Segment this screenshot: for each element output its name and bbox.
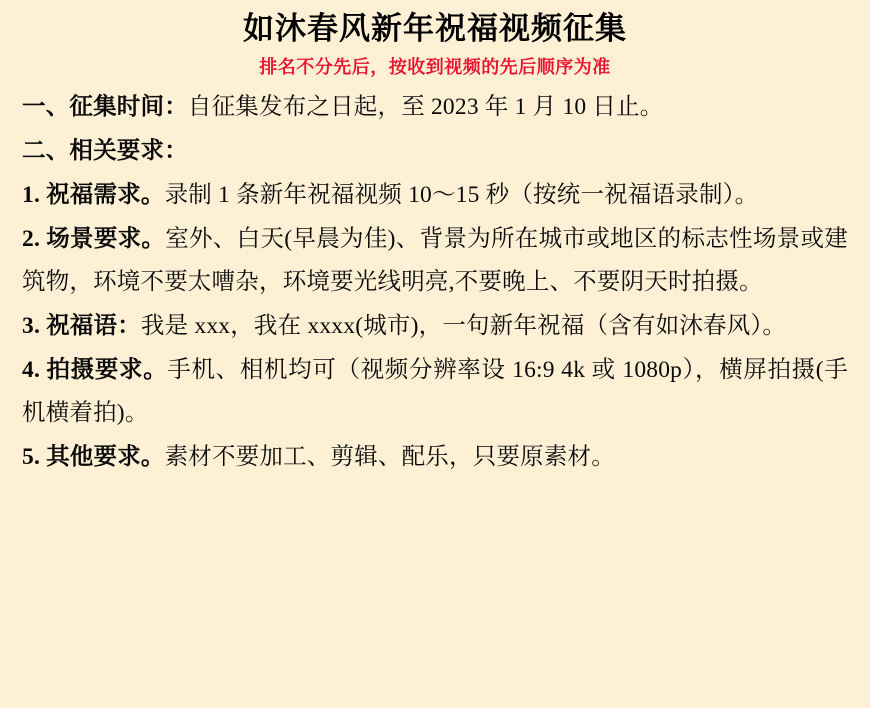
- page-subtitle: 排名不分先后，按收到视频的先后顺序为准: [259, 57, 611, 77]
- section-lead: 4. 拍摄要求。: [22, 357, 168, 383]
- section-lead: 2. 场景要求。: [22, 226, 166, 252]
- page-title: 如沐春风新年祝福视频征集: [243, 11, 627, 46]
- section-lead: 1. 祝福需求。: [22, 182, 165, 208]
- section-body: 素材不要加工、剪辑、配乐，只要原素材。: [164, 444, 615, 470]
- section-body: 室外、白天(早晨为佳)、背景为所在城市或地区的标志性场景或建筑物，环境不要太嘈杂，环境要光线明亮,不要晚上、不要阴天时拍摄。: [22, 226, 848, 295]
- section-paragraph: [22, 305, 848, 348]
- section-paragraph: [22, 218, 848, 304]
- section-lead: 一、征集时间：: [22, 94, 188, 120]
- section-body: 手机、相机均可（视频分辨率设 16:9 4k 或 1080p），横屏拍摄(手机横着拍)。: [22, 357, 848, 426]
- section-lead: 5. 其他要求。: [22, 444, 165, 470]
- section-body: 录制 1 条新年祝福视频 10～15 秒（按统一祝福语录制）。: [164, 182, 759, 208]
- section-lead: 二、相关要求：: [22, 138, 188, 164]
- section-paragraph: [22, 86, 848, 129]
- section-paragraph: [22, 349, 848, 435]
- section-lead: 3. 祝福语：: [22, 313, 141, 339]
- section-body: 自征集发布之日起，至 2023 年 1 月 10 日止。: [187, 94, 664, 120]
- section-paragraph: [22, 174, 848, 217]
- section-paragraph: [22, 130, 848, 173]
- section-body: 我是 xxx，我在 xxxx(城市)，一句新年祝福（含有如沐春风）。: [140, 313, 787, 339]
- section-paragraph: [22, 436, 848, 479]
